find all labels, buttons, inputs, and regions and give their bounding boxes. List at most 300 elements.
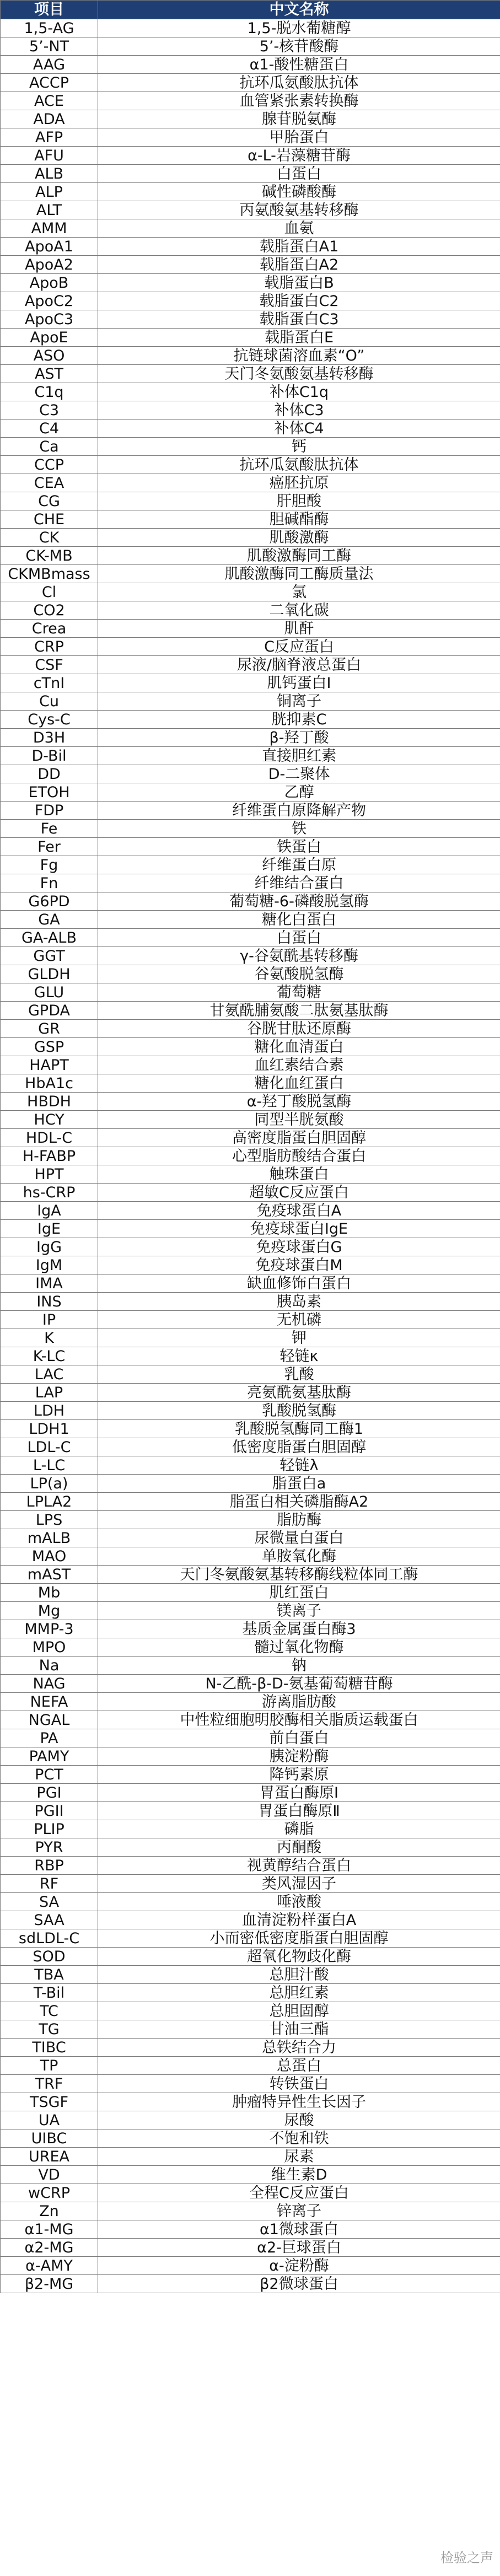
chinese-name-cell: 胃蛋白酶原Ⅱ [98,1802,500,1820]
table-row [1,456,500,474]
chinese-name-cell: 肌酐 [98,620,500,638]
table-row [1,1675,500,1693]
chinese-name-cell: 抗链球菌溶血素“O” [98,347,500,365]
abbreviation-cell: C1q [1,383,98,401]
table-row [1,329,500,347]
chinese-name-cell: 免疫球蛋白IgE [98,1220,500,1238]
table-row [1,1547,500,1566]
table-row [1,2220,500,2239]
chinese-name-cell: 尿酸 [98,2111,500,2129]
abbreviation-cell: LDH1 [1,1420,98,1438]
chinese-name-cell: 补体C1q [98,383,500,401]
table-row [1,1784,500,1802]
abbreviation-cell: SA [1,1893,98,1911]
table-row [1,420,500,438]
abbreviation-cell: PLIP [1,1820,98,1838]
table-row [1,2002,500,2020]
chinese-name-cell: α-羟丁酸脱氢酶 [98,1093,500,1111]
table-row [1,56,500,74]
abbreviation-cell: α2-MG [1,2239,98,2257]
table-row [1,620,500,638]
abbreviation-cell: ApoE [1,329,98,347]
table-row [1,238,500,256]
table-row [1,1002,500,1020]
chinese-name-cell: 甘油三酯 [98,2020,500,2039]
table-row [1,1311,500,1329]
chinese-name-cell: 胆碱酯酶 [98,510,500,529]
chinese-name-cell: 血氨 [98,219,500,238]
chinese-name-cell: 总蛋白 [98,2057,500,2075]
table-row [1,1857,500,1875]
chinese-name-cell: 胰淀粉酶 [98,1747,500,1766]
abbreviation-cell: Cys-C [1,711,98,729]
abbreviation-cell: FDP [1,802,98,820]
chinese-name-cell: α1-酸性糖蛋白 [98,56,500,74]
abbreviation-cell: CSF [1,656,98,674]
chinese-name-cell: 肌钙蛋白I [98,674,500,692]
chinese-name-cell: 钾 [98,1329,500,1347]
table-row [1,892,500,911]
chinese-name-cell: 同型半胱氨酸 [98,1111,500,1129]
abbreviation-cell: ApoA2 [1,256,98,274]
abbreviation-cell: SOD [1,1948,98,1966]
table-row [1,310,500,329]
chinese-name-cell: 丙氨酸氨基转移酶 [98,201,500,219]
table-row [1,1966,500,1984]
abbreviation-cell: SAA [1,1911,98,1929]
chinese-name-cell: 白蛋白 [98,929,500,947]
table-row [1,1147,500,1165]
table-row [1,911,500,929]
chinese-name-cell: 二氧化碳 [98,601,500,620]
table-row [1,2039,500,2057]
chinese-name-cell: 肝胆酸 [98,492,500,510]
table-row [1,1875,500,1893]
chinese-name-cell: 1,5-脱水葡糖醇 [98,19,500,37]
chinese-name-cell: 总胆汁酸 [98,1966,500,1984]
chinese-name-cell: 丙酮酸 [98,1838,500,1857]
abbreviation-cell: LDH [1,1402,98,1420]
chinese-name-cell: 白蛋白 [98,165,500,183]
abbreviation-cell: TRF [1,2075,98,2093]
chinese-name-cell: 低密度脂蛋白胆固醇 [98,1438,500,1456]
chinese-name-cell: 肌酸激酶 [98,529,500,547]
abbreviation-cell: Mb [1,1584,98,1602]
chinese-name-cell: 中性粒细胞明胶酶相关脂质运载蛋白 [98,1711,500,1729]
abbreviation-cell: HAPT [1,1056,98,1074]
abbreviation-cell: Cu [1,692,98,711]
abbreviation-cell: TC [1,2002,98,2020]
chinese-name-cell: D-二聚体 [98,765,500,783]
chinese-name-cell: 基质金属蛋白酶3 [98,1620,500,1638]
table-row [1,1766,500,1784]
table-row [1,2111,500,2129]
abbreviation-cell: HDL-C [1,1129,98,1147]
chinese-name-cell: 免疫球蛋白M [98,1256,500,1274]
abbreviation-cell: ALB [1,165,98,183]
chinese-name-cell: 游离脂肪酸 [98,1693,500,1711]
table-row [1,729,500,747]
chinese-name-cell: 铜离子 [98,692,500,711]
chinese-name-cell: 肌酸激酶同工酶质量法 [98,565,500,583]
table-row [1,1220,500,1238]
abbreviation-cell: AAG [1,56,98,74]
chinese-name-cell: 碱性磷酸酶 [98,183,500,201]
chinese-name-cell: 镁离子 [98,1602,500,1620]
abbreviation-cell: IgE [1,1220,98,1238]
table-row [1,1020,500,1038]
table-row [1,401,500,420]
chinese-name-cell: 转铁蛋白 [98,2075,500,2093]
chinese-name-cell: 全程C反应蛋白 [98,2184,500,2202]
watermark: 检验之声 [440,2550,493,2566]
table-row [1,1693,500,1711]
table-row [1,638,500,656]
table-row [1,1493,500,1511]
chinese-name-cell: 谷氨酸脱氢酶 [98,965,500,983]
chinese-name-cell: 锌离子 [98,2202,500,2220]
table-row [1,383,500,401]
table-row [1,2239,500,2257]
chinese-name-cell: 乳酸 [98,1365,500,1384]
chinese-name-cell: 载脂蛋白E [98,329,500,347]
abbreviation-cell: IMA [1,1274,98,1293]
abbreviation-cell: VD [1,2166,98,2184]
abbreviation-cell: β2-MG [1,2275,98,2293]
table-row [1,1475,500,1493]
abbreviation-cell: sdLDL-C [1,1929,98,1948]
table-row [1,2057,500,2075]
table-row [1,1911,500,1929]
table-row [1,529,500,547]
chinese-name-cell: 葡萄糖-6-磷酸脱氢酶 [98,892,500,911]
chinese-name-cell: 腺苷脱氨酶 [98,110,500,128]
table-row [1,802,500,820]
abbreviation-cell: T-Bil [1,1984,98,2002]
table-row [1,19,500,37]
chinese-name-cell: 肌酸激酶同工酶 [98,547,500,565]
chinese-name-cell: 癌胚抗原 [98,474,500,492]
chinese-name-cell: 纤维结合蛋白 [98,874,500,892]
abbreviation-cell: TIBC [1,2039,98,2057]
table-row [1,1165,500,1184]
chinese-name-cell: 甘氨酰脯氨酸二肽氨基肽酶 [98,1002,500,1020]
table-row [1,1984,500,2002]
chinese-name-cell: 超氧化物歧化酶 [98,1948,500,1966]
abbreviation-cell: HbA1c [1,1074,98,1093]
chinese-name-cell: 缺血修饰白蛋白 [98,1274,500,1293]
chinese-name-cell: 维生素D [98,2166,500,2184]
abbreviation-cell: K-LC [1,1347,98,1365]
table-row [1,92,500,110]
table-row [1,1929,500,1948]
abbreviation-cell: PA [1,1729,98,1747]
chinese-name-cell: 纤维蛋白原 [98,856,500,874]
chinese-name-cell: α-L-岩藻糖苷酶 [98,147,500,165]
abbreviation-cell: CHE [1,510,98,529]
table-row [1,274,500,292]
table-row [1,1129,500,1147]
table-row [1,565,500,583]
chinese-name-cell: α-淀粉酶 [98,2257,500,2275]
abbreviation-cell: CK-MB [1,547,98,565]
chinese-name-cell: 前白蛋白 [98,1729,500,1747]
table-row [1,1293,500,1311]
abbreviation-cell: CG [1,492,98,510]
table-row [1,1657,500,1675]
chinese-name-cell: 尿微量白蛋白 [98,1529,500,1547]
abbreviation-cell: CKMBmass [1,565,98,583]
chinese-name-cell: 唾液酸 [98,1893,500,1911]
abbreviation-cell: LP(a) [1,1475,98,1493]
table-row [1,1438,500,1456]
table-row [1,2129,500,2148]
abbreviation-cell: PGII [1,1802,98,1820]
table-row [1,2020,500,2039]
abbreviation-cell: TG [1,2020,98,2039]
table-row [1,492,500,510]
abbreviation-cell: Fe [1,820,98,838]
table-row [1,1238,500,1256]
abbreviation-cell: Fn [1,874,98,892]
table-row [1,656,500,674]
chinese-name-cell: 总胆红素 [98,1984,500,2002]
abbreviation-cell: ApoA1 [1,238,98,256]
chinese-name-cell: 铁蛋白 [98,838,500,856]
table-row [1,1384,500,1402]
table-row [1,1329,500,1347]
chinese-name-cell: C反应蛋白 [98,638,500,656]
abbreviation-cell: Na [1,1657,98,1675]
abbreviation-cell: ApoC2 [1,292,98,310]
abbreviation-cell: Mg [1,1602,98,1620]
abbreviation-cell: HCY [1,1111,98,1129]
table-row [1,838,500,856]
chinese-name-cell: 肿瘤特异性生长因子 [98,2093,500,2111]
table-row [1,1256,500,1274]
chinese-name-cell: 血清淀粉样蛋白A [98,1911,500,1929]
abbreviation-cell: RF [1,1875,98,1893]
table-row [1,1093,500,1111]
abbreviation-cell: DD [1,765,98,783]
table-row [1,1056,500,1074]
chinese-name-cell: 降钙素原 [98,1766,500,1784]
table-row [1,2184,500,2202]
table-row [1,128,500,147]
abbreviation-cell: H-FABP [1,1147,98,1165]
header-item: 项目 [1,1,98,19]
abbreviation-cell: MAO [1,1547,98,1566]
abbreviation-cell: mALB [1,1529,98,1547]
chinese-name-cell: 轻链λ [98,1456,500,1475]
table-row [1,1420,500,1438]
abbreviation-cell: IP [1,1311,98,1329]
chinese-name-cell: 不饱和铁 [98,2129,500,2148]
abbreviation-cell: ETOH [1,783,98,802]
abbreviation-cell: GA-ALB [1,929,98,947]
chinese-name-cell: 无机磷 [98,1311,500,1329]
abbreviation-cell: NGAL [1,1711,98,1729]
table-row [1,1838,500,1857]
chinese-name-cell: 载脂蛋白A1 [98,238,500,256]
table-row [1,1111,500,1129]
abbreviation-cell: D-Bil [1,747,98,765]
table-header-row [1,1,500,19]
chinese-name-cell: 载脂蛋白C3 [98,310,500,329]
abbreviation-cell: CCP [1,456,98,474]
chinese-name-cell: 视黄醇结合蛋白 [98,1857,500,1875]
abbreviation-cell: TSGF [1,2093,98,2111]
chinese-name-cell: 载脂蛋白C2 [98,292,500,310]
chinese-name-cell: 乳酸脱氢酶 [98,1402,500,1420]
abbreviation-cell: C3 [1,401,98,420]
chinese-name-cell: 脂蛋白相关磷脂酶A2 [98,1493,500,1511]
chinese-name-cell: 糖化血清蛋白 [98,1038,500,1056]
abbreviation-cell: Fg [1,856,98,874]
abbreviation-cell: K [1,1329,98,1347]
table-row [1,1347,500,1365]
table-row [1,747,500,765]
abbreviation-cell: ADA [1,110,98,128]
chinese-name-cell: 葡萄糖 [98,983,500,1002]
abbreviation-cell: AST [1,365,98,383]
abbreviation-cell: CEA [1,474,98,492]
abbreviation-cell: NAG [1,1675,98,1693]
abbreviation-cell: LAC [1,1365,98,1384]
abbreviation-cell: GGT [1,947,98,965]
chinese-name-cell: 心型脂肪酸结合蛋白 [98,1147,500,1165]
table-row [1,183,500,201]
chinese-name-cell: N-乙酰-β-D-氨基葡萄糖苷酶 [98,1675,500,1693]
chinese-name-cell: 尿液/脑脊液总蛋白 [98,656,500,674]
chinese-name-cell: 血管紧张素转换酶 [98,92,500,110]
abbreviation-cell: LDL-C [1,1438,98,1456]
table-row [1,965,500,983]
table-row [1,347,500,365]
abbreviation-cell: GLDH [1,965,98,983]
table-row [1,1274,500,1293]
abbreviation-cell: C4 [1,420,98,438]
abbreviation-cell: UREA [1,2148,98,2166]
abbreviation-cell: LAP [1,1384,98,1402]
chinese-name-cell: 小而密低密度脂蛋白胆固醇 [98,1929,500,1948]
table-row [1,765,500,783]
chinese-name-cell: 高密度脂蛋白胆固醇 [98,1129,500,1147]
abbreviation-cell: D3H [1,729,98,747]
chinese-name-cell: 尿素 [98,2148,500,2166]
table-row [1,1747,500,1766]
abbreviation-cell: HBDH [1,1093,98,1111]
table-row [1,1602,500,1620]
chinese-name-cell: 补体C4 [98,420,500,438]
abbreviation-cell: ASO [1,347,98,365]
chinese-name-cell: 总胆固醇 [98,2002,500,2020]
table-row [1,1638,500,1657]
chinese-name-cell: 载脂蛋白A2 [98,256,500,274]
chinese-name-cell: 胱抑素C [98,711,500,729]
table-row [1,1729,500,1747]
chinese-name-cell: 抗环瓜氨酸肽抗体 [98,456,500,474]
abbreviation-cell: ApoC3 [1,310,98,329]
abbreviation-cell: GR [1,1020,98,1038]
table-row [1,820,500,838]
abbreviation-cell: Cl [1,583,98,601]
table-row [1,1074,500,1093]
chinese-name-cell: 氯 [98,583,500,601]
table-row [1,165,500,183]
abbreviation-cell: G6PD [1,892,98,911]
abbreviation-cell: GA [1,911,98,929]
chinese-name-cell: 髓过氧化物酶 [98,1638,500,1657]
chinese-name-cell: 铁 [98,820,500,838]
table-row [1,292,500,310]
abbreviation-cell: GLU [1,983,98,1002]
abbreviation-cell: UIBC [1,2129,98,2148]
abbreviation-cell: 1,5-AG [1,19,98,37]
abbreviation-cell: PGI [1,1784,98,1802]
abbreviation-cell: AFP [1,128,98,147]
table-row [1,201,500,219]
chinese-name-cell: 脂蛋白a [98,1475,500,1493]
table-row [1,692,500,711]
chinese-name-cell: 天门冬氨酸氨基转移酶线粒体同工酶 [98,1566,500,1584]
table-row [1,2148,500,2166]
abbreviation-cell: 5’-NT [1,37,98,56]
table-row [1,256,500,274]
table-row [1,510,500,529]
table-row [1,37,500,56]
abbreviation-cell: Fer [1,838,98,856]
table-row [1,583,500,601]
table-row [1,1184,500,1202]
abbreviation-cell: PYR [1,1838,98,1857]
abbreviation-cell: cTnI [1,674,98,692]
chinese-name-cell: 糖化血红蛋白 [98,1074,500,1093]
chinese-name-cell: 免疫球蛋白A [98,1202,500,1220]
table-row [1,74,500,92]
table-row [1,856,500,874]
abbreviation-cell: INS [1,1293,98,1311]
chinese-name-cell: 5’-核苷酸酶 [98,37,500,56]
abbreviation-cell: ApoB [1,274,98,292]
table-row [1,547,500,565]
abbreviation-cell: MMP-3 [1,1620,98,1638]
chinese-name-cell: 补体C3 [98,401,500,420]
chinese-name-cell: 乙醇 [98,783,500,802]
abbreviation-cell: CK [1,529,98,547]
abbreviation-cell: IgA [1,1202,98,1220]
chinese-name-cell: α1微球蛋白 [98,2220,500,2239]
table-row [1,1365,500,1384]
table-row [1,219,500,238]
chinese-name-cell: γ-谷氨酰基转移酶 [98,947,500,965]
chinese-name-cell: 天门冬氨酸氨基转移酶 [98,365,500,383]
table-row [1,110,500,128]
chinese-name-cell: 免疫球蛋白G [98,1238,500,1256]
table-row [1,365,500,383]
chinese-name-cell: 载脂蛋白B [98,274,500,292]
table-row [1,711,500,729]
header-chinese-name: 中文名称 [98,1,500,19]
abbreviation-cell: mAST [1,1566,98,1584]
table-row [1,1566,500,1584]
chinese-name-cell: 总铁结合力 [98,2039,500,2057]
abbreviation-cell: RBP [1,1857,98,1875]
abbreviation-cell: TP [1,2057,98,2075]
chinese-name-cell: α2-巨球蛋白 [98,2239,500,2257]
abbreviation-cell: Crea [1,620,98,638]
chinese-name-cell: 胃蛋白酶原Ⅰ [98,1784,500,1802]
